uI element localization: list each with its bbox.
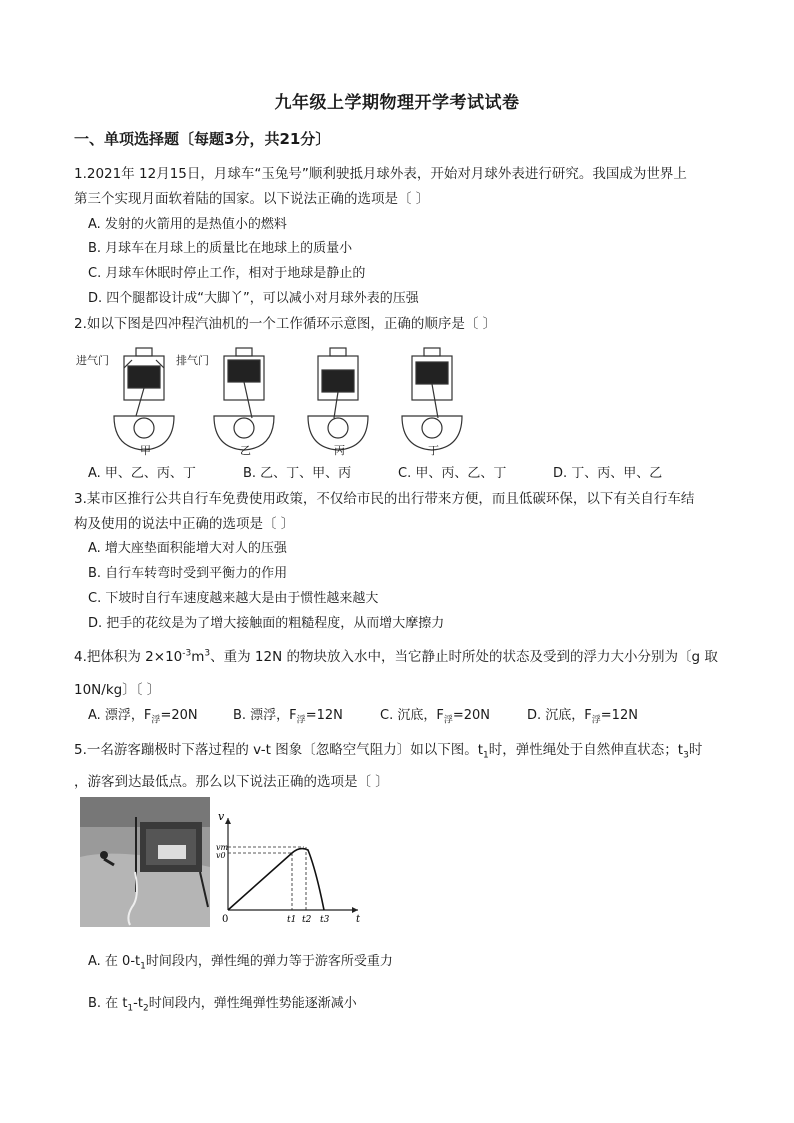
- q2-option-c: C. 甲、丙、乙、丁: [398, 466, 507, 481]
- bungee-photo-drawing: [80, 797, 210, 927]
- q1-option-d: D. 四个腿都设计成“大脚丫”，可以减小对月球外表的压强: [88, 291, 419, 306]
- q1-option-c: C. 月球车休眠时停止工作，相对于地球是静止的: [88, 266, 366, 281]
- v-axis-arrow: [225, 818, 231, 824]
- q4-stem-line1: 4.把体积为 $2\times 10^{-3}m^3$、重为 12N 的物块放入水中，当它静止时所处的状态及受到的浮力大小分别为〔g 取: [74, 648, 718, 665]
- page-title: 九年级上学期物理开学考试试卷: [274, 93, 520, 113]
- engine-jia: [114, 348, 174, 450]
- vt-graph-svg: [216, 810, 366, 925]
- origin-label: 0: [222, 914, 229, 925]
- intake-valve-label: 进气门: [76, 354, 109, 367]
- q1-option-b: B. 月球车在月球上的质量比在地球上的质量小: [88, 241, 353, 256]
- v-axis-label: v: [218, 810, 225, 823]
- engine-label-bing: 丙: [334, 444, 345, 457]
- engine-ding: [402, 348, 462, 450]
- t-axis-arrow: [352, 907, 358, 913]
- vm-label: vm: [216, 843, 229, 852]
- q5-option-b: B. 在 $t_1-t_2$时间段内，弹性绳弹性势能逐渐减小: [88, 996, 357, 1014]
- section-heading: 一、单项选择题〔每题3分，共21分〕: [74, 130, 331, 148]
- q1-stem-line1: 1.2021年 12月15日，月球车“玉兔号”顺利驶抵月球外表，开始对月球外表进行研究。我国成为世界上: [74, 166, 687, 182]
- engine-label-yi: 乙: [240, 444, 251, 457]
- q3-option-c: C. 下坡时自行车速度越来越大是由于惯性越来越大: [88, 591, 379, 606]
- exhaust-valve-label: 排气门: [176, 354, 209, 367]
- q4-stem-line2: 10N/kg〕〔 〕: [74, 682, 161, 698]
- t-axis-label: t: [356, 914, 361, 925]
- engine-diagrams: [72, 338, 472, 458]
- q4-option-d: D. 沉底，$F_浮=12N$: [527, 708, 638, 726]
- engine-label-jia: 甲: [140, 444, 151, 457]
- q2-option-b: B. 乙、丁、甲、丙: [243, 466, 352, 481]
- q4-option-b: B. 漂浮，$F_浮=12N$: [233, 708, 343, 726]
- engine-cycle-figure: [72, 338, 472, 458]
- q2-option-a: A. 甲、乙、丙、丁: [88, 466, 196, 481]
- engine-yi: [214, 348, 274, 450]
- q4-option-c: C. 沉底，$F_浮=20N$: [380, 708, 491, 726]
- bungee-photo: [80, 797, 210, 927]
- vt-graph: [216, 810, 366, 925]
- q3-option-d: D. 把手的花纹是为了增大接触面的粗糙程度，从而增大摩擦力: [88, 616, 445, 631]
- q3-option-b: B. 自行车转弯时受到平衡力的作用: [88, 566, 288, 581]
- t1-label: t1: [287, 915, 297, 925]
- q2-stem: 2.如以下图是四冲程汽油机的一个工作循环示意图，正确的顺序是〔 〕: [74, 316, 497, 332]
- engine-bing: [308, 348, 368, 450]
- v0-label: v0: [216, 851, 226, 860]
- q4-option-a: A. 漂浮，$F_浮=20N$: [88, 708, 198, 726]
- q1-option-a: A. 发射的火箭用的是热值小的燃料: [88, 217, 287, 232]
- t3-label: t3: [320, 915, 330, 925]
- q5-option-a: A. 在 $0-t_1$时间段内，弹性绳的弹力等于游客所受重力: [88, 954, 393, 972]
- q1-stem-line2: 第三个实现月面软着陆的国家。以下说法正确的选项是〔 〕: [74, 191, 430, 207]
- q3-stem-line2: 构及使用的说法中正确的选项是〔 〕: [74, 516, 295, 532]
- engine-label-ding: 丁: [428, 444, 439, 457]
- q3-stem-line1: 3.某市区推行公共自行车免费使用政策，不仅给市民的出行带来方便，而且低碳环保，以下有关自行车结: [74, 491, 695, 507]
- q5-stem-line2: ，游客到达最低点。那么以下说法正确的选项是〔 〕: [74, 774, 389, 790]
- q5-stem-line1: 5.一名游客蹦极时下落过程的 v-t 图象〔忽略空气阻力〕如以下图。$t_1$时，弹性绳处于自然伸直状态；$t_3$时: [74, 742, 703, 761]
- q2-option-d: D. 丁、丙、甲、乙: [553, 466, 663, 481]
- t2-label: t2: [302, 915, 312, 925]
- vt-curve: [228, 849, 324, 910]
- q3-option-a: A. 增大座垫面积能增大对人的压强: [88, 541, 287, 556]
